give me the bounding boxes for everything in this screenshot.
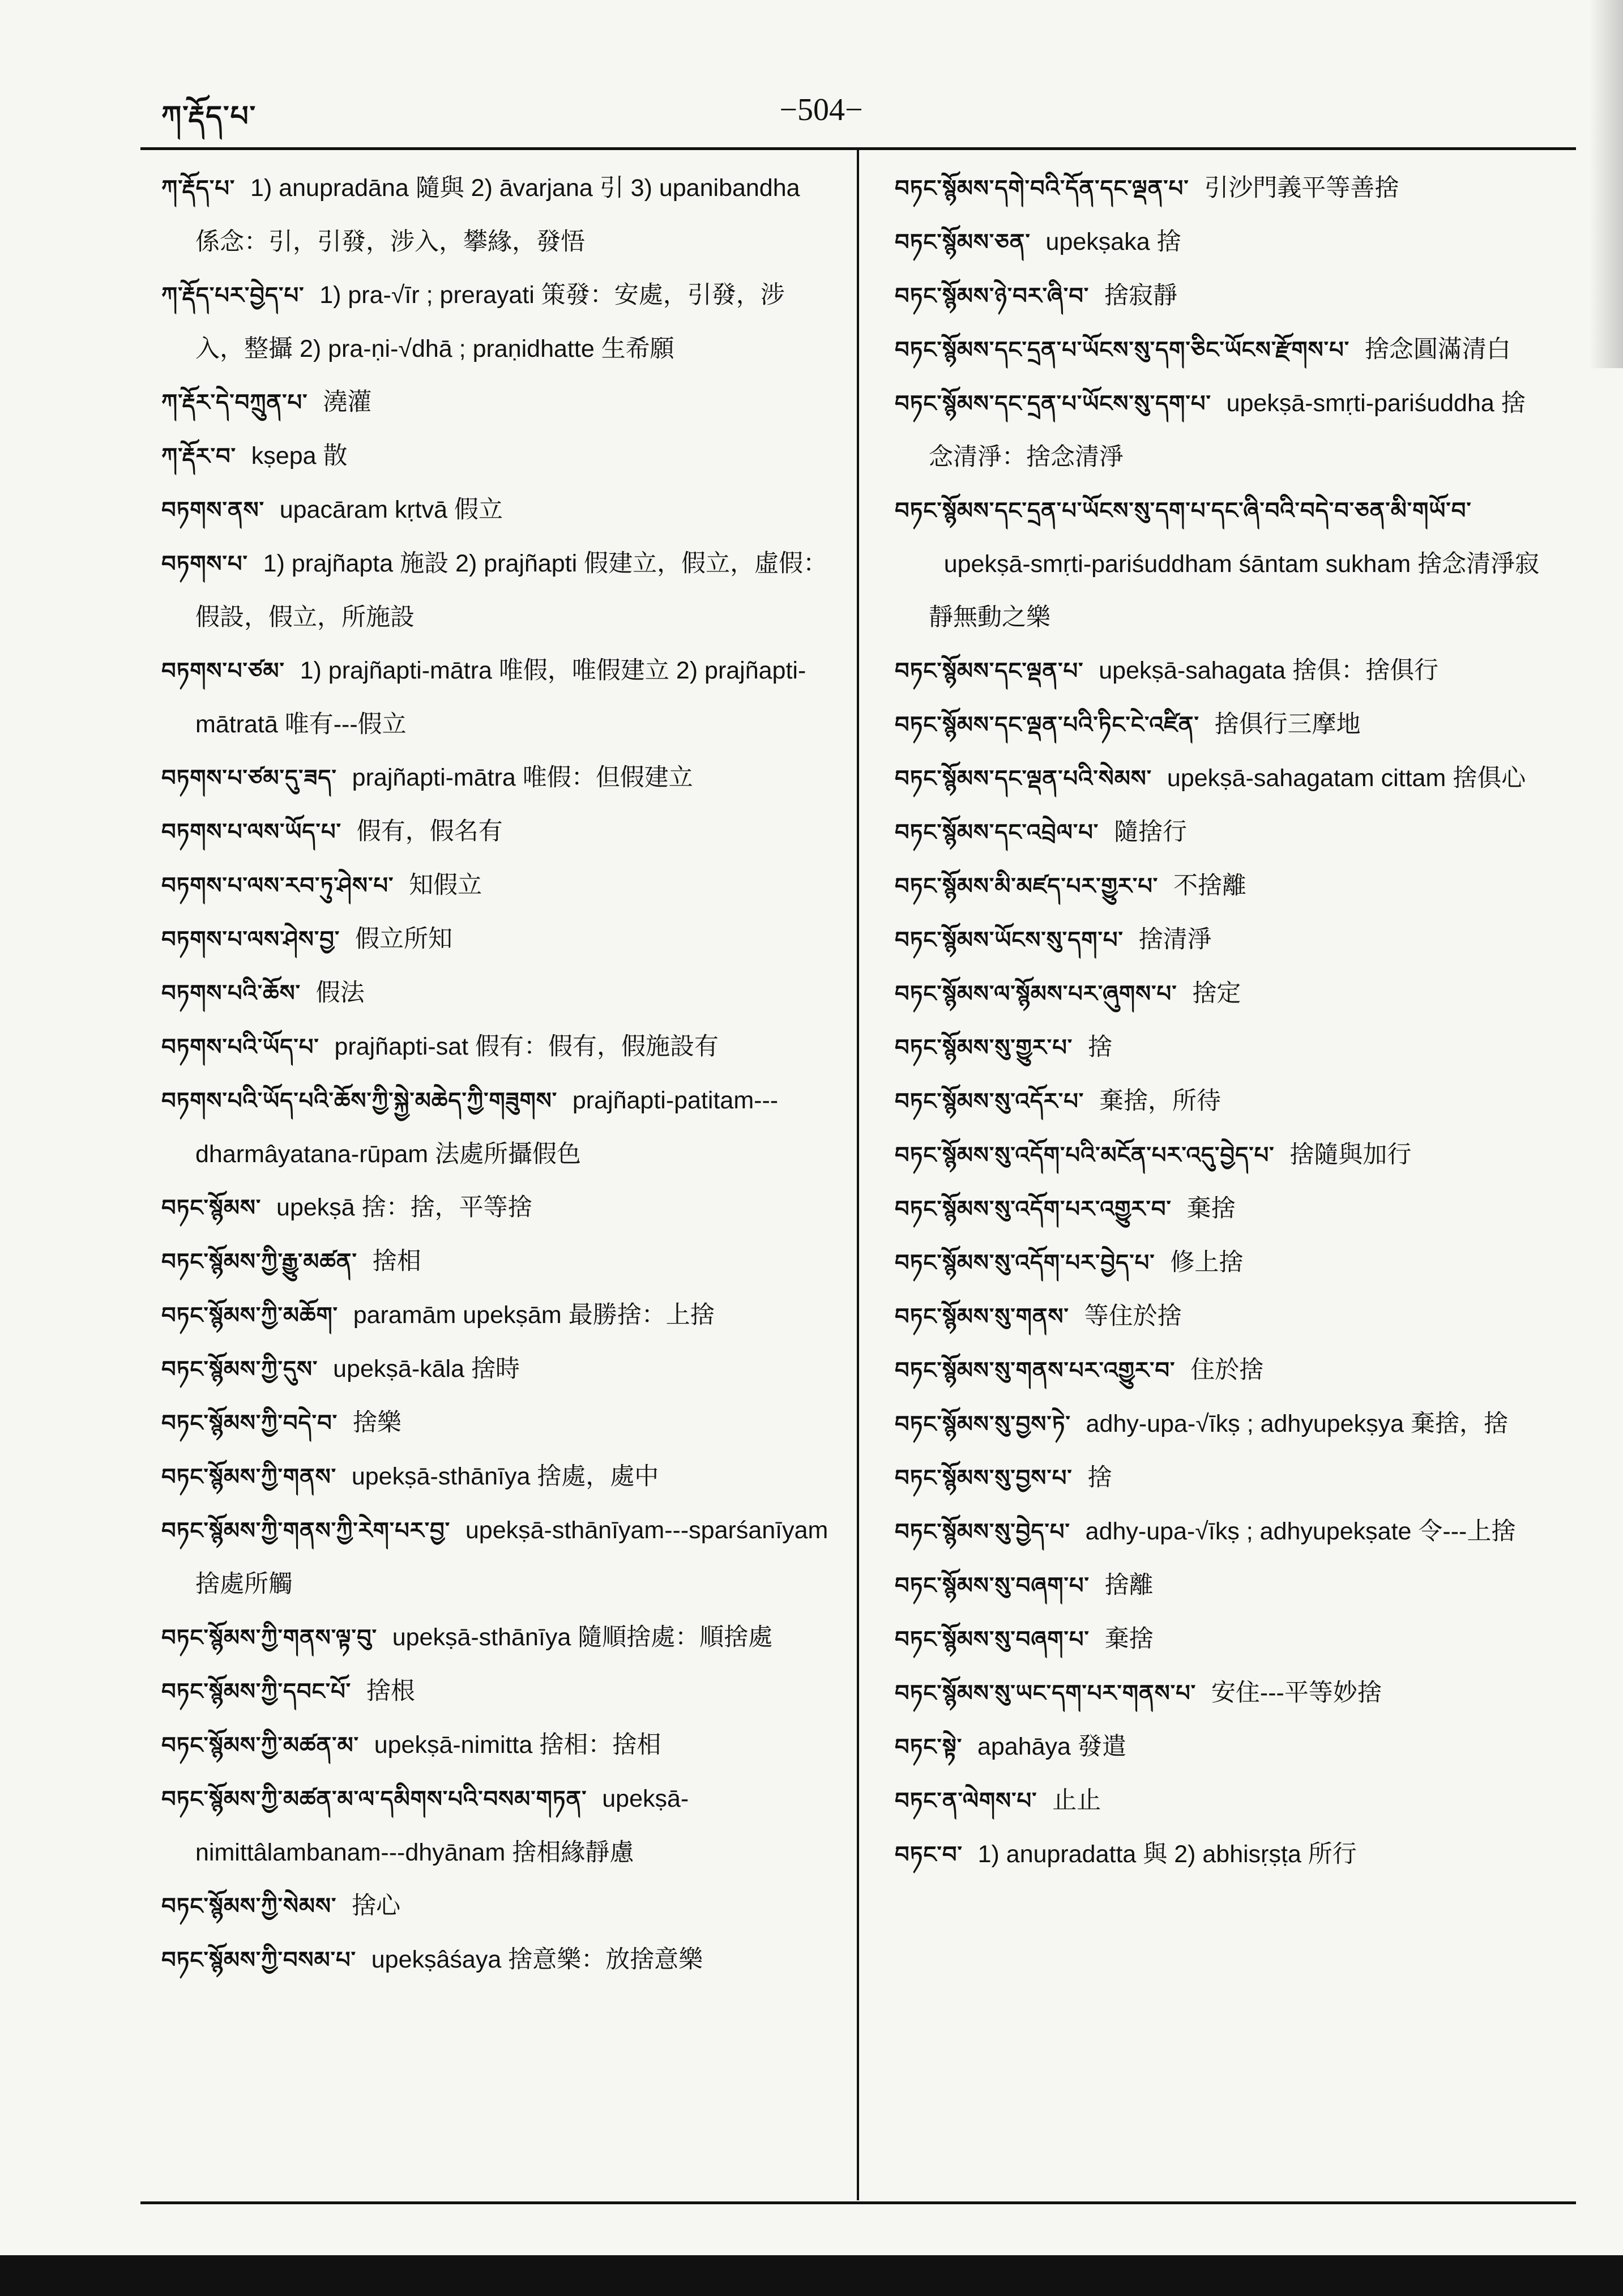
entry-definition: kṣepa 散 [251, 442, 348, 470]
dictionary-entry [161, 1074, 830, 1181]
tibetan-headword: ཀ་རྡོར་དེ་བཀྲུན་པ་ [161, 390, 308, 416]
tibetan-headword: བཏང་སྙོམས་ཀྱི་རྒྱུ་མཚན་ [161, 1249, 357, 1275]
dictionary-entry [161, 429, 830, 483]
tibetan-headword: བཏང་སྙོམས་དང་དྲན་པ་ཡོངས་སུ་དག་པ་ [895, 391, 1211, 417]
tibetan-headword: བཏང་སྙོམས་དང་ལྡན་པ་ [895, 658, 1084, 684]
dictionary-entry [161, 1396, 830, 1450]
entry-definition: 不捨離 [1173, 872, 1247, 899]
dictionary-entry [895, 1397, 1546, 1451]
dictionary-entry [161, 1288, 830, 1342]
tibetan-headword: བཏགས་པ་ཙམ་ [161, 658, 285, 684]
dictionary-entry [161, 483, 830, 537]
tibetan-headword: བཏང་སྙོམས་སུ་གྱུར་པ་ [895, 1035, 1073, 1061]
tibetan-headword: བཏགས་པའི་ཡོད་པ་ [161, 1034, 319, 1060]
dictionary-entry [895, 1074, 1546, 1128]
entry-definition: 捨念圓滿清白 [1364, 336, 1511, 363]
entry-definition: 捨根 [366, 1678, 415, 1705]
dictionary-entry [895, 377, 1546, 484]
tibetan-headword: ཀ་རྡོད་པར་བྱེད་པ་ [161, 283, 305, 309]
dictionary-entry [161, 751, 830, 805]
entry-definition: upekṣā-sahagata 捨俱：捨俱行 [1099, 657, 1439, 684]
tibetan-headword: བཏགས་པ་ཙམ་དུ་ཟད་ [161, 765, 337, 791]
tibetan-headword: བཏང་སྙོམས་སུ་ཡང་དག་པར་གནས་པ་ [895, 1680, 1197, 1706]
dictionary-entry [895, 1828, 1546, 1881]
entry-definition: 1) anupradāna 隨與 2) āvarjana 引 3) upanibandha 係念：引，引發，涉入，攀緣，發悟 [195, 174, 800, 255]
dictionary-entry [895, 1236, 1546, 1290]
entry-definition: 引沙門義平等善捨 [1204, 174, 1399, 202]
entry-definition: 1) pra-√īr ; prerayati 策發：安處，引發，涉入，整攝 2) pra-ṇi-√dhā ; praṇidhatte 生希願 [195, 281, 785, 362]
dictionary-entry [161, 805, 830, 859]
dictionary-entry [161, 1504, 830, 1611]
entry-definition: upekṣā-nimitta 捨相：捨相 [374, 1731, 661, 1759]
entry-definition: upekṣā-smṛti-pariśuddha 捨念清淨：捨念清淨 [929, 390, 1526, 471]
entry-definition: 捨 [1087, 1464, 1112, 1491]
dictionary-entry [895, 1343, 1546, 1397]
tibetan-headword: བཏང་སྙོམས་དང་དྲན་པ་ཡོངས་སུ་དག་པ་དང་ཞི་བའི་བདེ་བ་ཅན་མི་གཡོ་བ་ [895, 498, 1472, 524]
tibetan-headword: བཏང་སྙོམས་ཀྱི་གནས་ [161, 1464, 337, 1490]
tibetan-headword: བཏང་སྟེ་ [895, 1734, 963, 1760]
tibetan-headword: བཏང་སྙོམས་སུ་བཞག་པ་ [895, 1627, 1090, 1653]
dictionary-entry [895, 805, 1546, 859]
dictionary-entry [895, 1505, 1546, 1559]
dictionary-entry [161, 1450, 830, 1504]
dictionary-entry [161, 966, 830, 1020]
dictionary-entry [161, 1181, 830, 1235]
entry-definition: upekṣā-nimittâlambanam---dhyānam 捨相緣靜慮 [195, 1785, 689, 1866]
dictionary-entry [895, 215, 1546, 269]
dictionary-entry [161, 1718, 830, 1772]
dictionary-entry [895, 967, 1546, 1021]
dictionary-entry [895, 1451, 1546, 1505]
tibetan-headword: བཏགས་པའི་ཆོས་ [161, 980, 301, 1006]
dictionary-entry [161, 1235, 830, 1288]
bottom-rule [140, 2201, 1576, 2204]
entry-definition: 捨清淨 [1138, 926, 1212, 953]
tibetan-headword: བཏང་སྙོམས་ཀྱི་བདེ་བ་ [161, 1410, 338, 1436]
entry-definition: 捨俱行三摩地 [1214, 711, 1361, 738]
entry-definition: adhy-upa-√īkṣ ; adhyupekṣya 棄捨，捨 [1086, 1410, 1508, 1437]
tibetan-headword: བཏང་སྙོམས་དང་འབྲེལ་པ་ [895, 820, 1099, 846]
entry-definition: 假立所知 [355, 925, 453, 953]
entry-definition: 止止 [1052, 1787, 1101, 1814]
entry-definition: 假法 [315, 979, 365, 1006]
entry-definition: 捨相 [372, 1248, 421, 1275]
tibetan-headword: བཏང་སྙོམས་སུ་བྱས་ཏེ་ [895, 1411, 1071, 1437]
tibetan-headword: བཏང་སྙོམས་ཀྱི་གནས་ལྟ་བུ་ [161, 1625, 377, 1651]
entry-definition: upekṣā-sthānīya 隨順捨處：順捨處 [392, 1624, 773, 1651]
right-column [895, 161, 1546, 1881]
dictionary-entry [161, 644, 830, 751]
dictionary-entry [895, 1182, 1546, 1236]
dictionary-entry [895, 1128, 1546, 1182]
tibetan-headword: བཏང་སྙོམས་ཀྱི་མཆོག་ [161, 1303, 338, 1329]
dictionary-entry [161, 1933, 830, 1987]
tibetan-headword: བཏང་སྙོམས་ཡོངས་སུ་དག་པ་ [895, 927, 1124, 953]
tibetan-headword: བཏང་སྙོམས་དགེ་བའི་དོན་དང་ལྡན་པ་ [895, 176, 1189, 202]
dictionary-entry [895, 323, 1546, 377]
dictionary-entry [161, 268, 830, 375]
tibetan-headword: བཏང་སྙོམས་དང་དྲན་པ་ཡོངས་སུ་དག་ཅིང་ཡོངས་རྫོགས་པ་ [895, 337, 1350, 363]
tibetan-headword: བཏང་སྙོམས་སུ་བྱས་པ་ [895, 1465, 1073, 1491]
entry-definition: 棄捨 [1104, 1625, 1154, 1653]
tibetan-headword: བཏང་སྙོམས་སུ་འདོག་པར་འགྱུར་བ་ [895, 1196, 1172, 1222]
entry-definition: 捨寂靜 [1104, 282, 1178, 309]
dictionary-entry [895, 859, 1546, 913]
tibetan-headword: བཏང་སྙོམས་ཅན་ [895, 229, 1031, 255]
tibetan-headword: བཏགས་པ་ལས་ཡོད་པ་ [161, 819, 341, 845]
entry-definition: upekṣā-smṛti-pariśuddham śāntam sukham 捨念清淨寂靜無動之樂 [929, 550, 1540, 631]
tibetan-headword: བཏང་སྙོམས་ཀྱི་བསམ་པ་ [161, 1947, 357, 1973]
dictionary-entry [895, 269, 1546, 323]
entry-definition: 棄捨，所待 [1099, 1087, 1221, 1115]
entry-definition: 1) prajñapti-mātra 唯假，唯假建立 2) prajñapti-mātratā 唯有---假立 [195, 657, 806, 738]
dictionary-entry [895, 161, 1546, 215]
tibetan-headword: བཏང་སྙོམས་དང་ལྡན་པའི་སེམས་ [895, 766, 1152, 792]
entry-definition: upekṣā-kāla 捨時 [333, 1355, 520, 1382]
tibetan-headword: བཏགས་ནས་ [161, 497, 264, 523]
dictionary-entry [161, 1020, 830, 1074]
dictionary-entry [895, 1720, 1546, 1774]
tibetan-headword: བཏང་སྙོམས་ [161, 1195, 262, 1221]
entry-definition: 隨捨行 [1113, 818, 1187, 846]
tibetan-headword: ཀ་རྡོར་བ་ [161, 443, 237, 470]
dictionary-entry [161, 1342, 830, 1396]
running-head: ཀ་རྡོད་པ་ [161, 99, 257, 133]
tibetan-headword: བཏང་སྙོམས་སུ་གནས་ [895, 1304, 1069, 1330]
tibetan-headword: བཏང་སྙོམས་ཀྱི་དུས་ [161, 1356, 318, 1382]
dictionary-entry [161, 1879, 830, 1933]
dictionary-entry [161, 1665, 830, 1718]
dictionary-entry [895, 1774, 1546, 1828]
entry-definition: 假有，假名有 [356, 818, 503, 845]
dictionary-entry [895, 913, 1546, 967]
dictionary-entry [895, 1612, 1546, 1666]
entry-definition: 安住---平等妙捨 [1211, 1679, 1382, 1706]
entry-definition: 捨樂 [352, 1409, 402, 1436]
dictionary-entry [895, 1559, 1546, 1612]
dictionary-entry [895, 752, 1546, 805]
entry-definition: 捨離 [1104, 1572, 1154, 1599]
scan-edge-shadow [1589, 0, 1623, 368]
entry-definition: 1) prajñapta 施設 2) prajñapti 假建立，假立，虛假：假設，假立，所施設 [195, 550, 828, 631]
entry-definition: upekṣaka 捨 [1045, 228, 1181, 255]
dictionary-entry [161, 912, 830, 966]
tibetan-headword: བཏང་སྙོམས་ཀྱི་དབང་པོ་ [161, 1679, 352, 1705]
tibetan-headword: བཏགས་པ་ལས་ཤེས་བྱ་ [161, 927, 340, 953]
scan-bottom-edge [0, 2255, 1623, 2296]
tibetan-headword: བཏང་སྙོམས་སུ་བཞག་པ་ [895, 1573, 1090, 1599]
dictionary-entry [161, 859, 830, 912]
entry-definition: 澆灌 [323, 389, 372, 416]
dictionary-entry [895, 698, 1546, 752]
column-divider [857, 150, 859, 2200]
tibetan-headword: བཏང་བ་ [895, 1842, 963, 1868]
dictionary-entry [895, 1021, 1546, 1074]
entry-definition: 住於捨 [1190, 1356, 1264, 1384]
dictionary-entry [895, 1290, 1546, 1343]
entry-definition: upacāram kṛtvā 假立 [279, 496, 503, 523]
entry-definition: upekṣā-sthānīya 捨處，處中 [351, 1463, 659, 1490]
tibetan-headword: བཏང་སྙོམས་སུ་འདོག་པར་བྱེད་པ་ [895, 1250, 1155, 1276]
tibetan-headword: བཏང་སྙོམས་སུ་བྱེད་པ་ [895, 1519, 1070, 1545]
entry-definition: prajñapti-mātra 唯假：但假建立 [352, 764, 693, 791]
entry-definition: 棄捨 [1186, 1195, 1236, 1222]
tibetan-headword: ཀ་རྡོད་པ་ [161, 176, 236, 202]
dictionary-entry [895, 484, 1546, 644]
tibetan-headword: བཏང་སྙོམས་སུ་གནས་པར་འགྱུར་བ་ [895, 1358, 1176, 1384]
dictionary-entry [161, 1772, 830, 1879]
tibetan-headword: བཏང་སྙོམས་སུ་འདོག་པའི་མངོན་པར་འདུ་བྱེད་པ་ [895, 1142, 1275, 1168]
entry-definition: upekṣā-sahagatam cittam 捨俱心 [1167, 765, 1526, 792]
dictionary-entry [895, 1666, 1546, 1720]
tibetan-headword: བཏང་སྙོམས་ཀྱི་སེམས་ [161, 1893, 337, 1919]
tibetan-headword: བཏང་སྙོམས་མི་མཛད་པར་གྱུར་པ་ [895, 873, 1159, 899]
tibetan-headword: བཏང་སྙོམས་སུ་འདོར་པ་ [895, 1089, 1084, 1115]
entry-definition: 捨 [1087, 1034, 1112, 1061]
dictionary-entry [161, 161, 830, 268]
entry-definition: upekṣâśaya 捨意樂：放捨意樂 [371, 1946, 703, 1973]
tibetan-headword: བཏགས་པ་ལས་རབ་ཏུ་ཤེས་པ་ [161, 873, 394, 899]
entry-definition: 捨心 [352, 1892, 401, 1919]
tibetan-headword: བཏང་སྙོམས་དང་ལྡན་པའི་ཏིང་ངེ་འཛིན་ [895, 712, 1199, 738]
page-number: −504− [779, 92, 863, 127]
entry-definition: paramām upekṣām 最勝捨：上捨 [353, 1301, 715, 1329]
entry-definition: 修上捨 [1170, 1249, 1244, 1276]
dictionary-entry [161, 537, 830, 644]
entry-definition: 等住於捨 [1084, 1303, 1182, 1330]
entry-definition: 1) anupradatta 與 2) abhisṛṣṭa 所行 [977, 1841, 1357, 1868]
entry-definition: prajñapti-patitam---dharmâyatana-rūpam 法處所攝假色 [195, 1087, 779, 1168]
tibetan-headword: བཏང་སྙོམས་ཀྱི་གནས་ཀྱི་རེག་པར་བྱ་ [161, 1518, 451, 1544]
entry-definition: 捨隨與加行 [1289, 1141, 1412, 1168]
tibetan-headword: བཏགས་པ་ [161, 551, 248, 577]
tibetan-headword: བཏང་སྙོམས་ལ་སྙོམས་པར་ཞུགས་པ་ [895, 981, 1177, 1007]
entry-definition: 知假立 [409, 872, 482, 899]
entry-definition: 捨定 [1192, 980, 1241, 1007]
entry-definition: adhy-upa-√īkṣ ; adhyupekṣate 令---上捨 [1085, 1518, 1516, 1545]
left-column [161, 161, 830, 1987]
dictionary-entry [161, 1611, 830, 1665]
tibetan-headword: བཏང་སྙོམས་ཉེ་བར་ཞི་བ་ [895, 283, 1090, 309]
tibetan-headword: བཏང་སྙོམས་ཀྱི་མཚན་མ་ལ་དམིགས་པའི་བསམ་གཏན་ [161, 1786, 587, 1812]
tibetan-headword: བཏང་སྙོམས་ཀྱི་མཚན་མ་ [161, 1732, 359, 1759]
entry-definition: apahāya 發遣 [977, 1733, 1126, 1760]
tibetan-headword: བཏང་ན་ལེགས་པ་ [895, 1788, 1037, 1814]
dictionary-entry [895, 644, 1546, 698]
tibetan-headword: བཏགས་པའི་ཡོད་པའི་ཆོས་ཀྱི་སྐྱེ་མཆེད་ཀྱི་གཟུགས་ [161, 1088, 558, 1114]
entry-definition: prajñapti-sat 假有：假有，假施設有 [334, 1033, 719, 1060]
entry-definition: upekṣā 捨：捨，平等捨 [276, 1194, 532, 1221]
entry-definition: upekṣā-sthānīyam---sparśanīyam 捨處所觸 [195, 1517, 828, 1598]
dictionary-entry [161, 375, 830, 429]
